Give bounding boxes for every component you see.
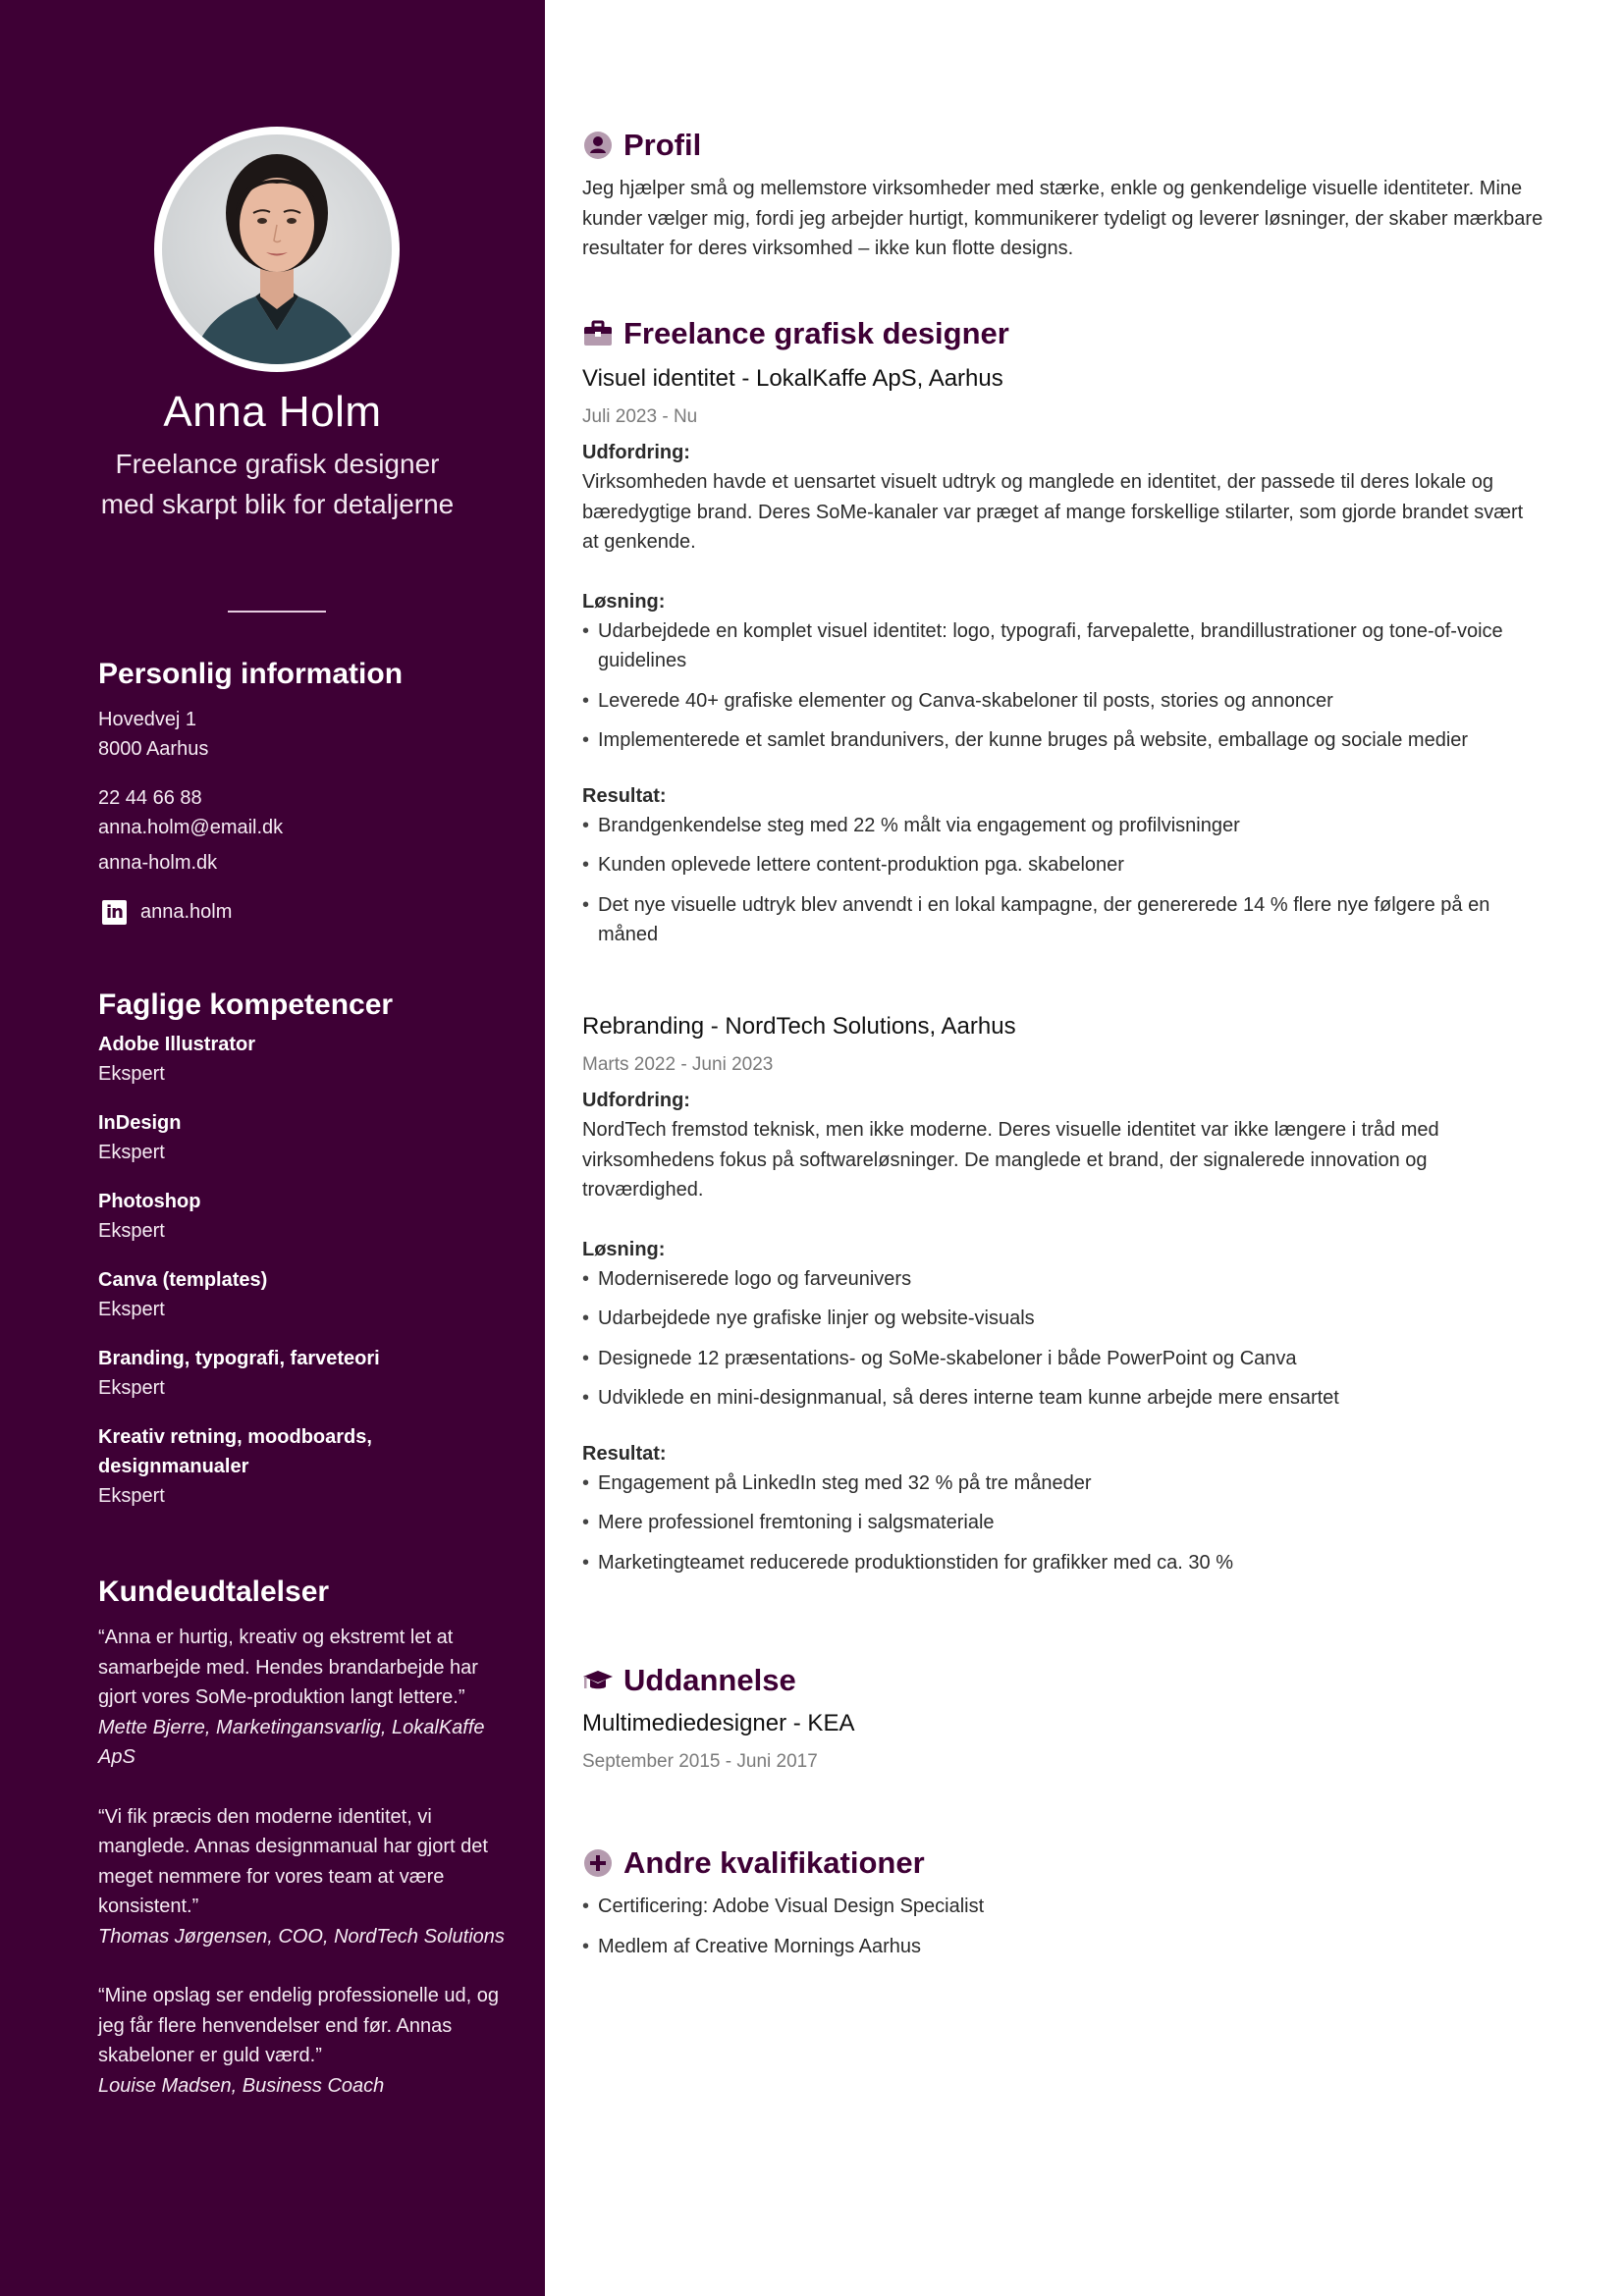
result-label: Resultat: — [582, 1442, 667, 1465]
list-item: • Moderniserede logo og farveunivers — [582, 1264, 1544, 1295]
linkedin-handle: anna.holm — [140, 901, 233, 923]
result-list — [582, 811, 1544, 950]
education-date: September 2015 - Juni 2017 — [582, 1751, 818, 1772]
solution-label: Løsning: — [582, 590, 666, 613]
challenge-text: Virksomheden havde et uensartet visuelt udtryk og manglede en identitet, der passede til deres lokale og bæredygtige brand. Deres SoMe-kanaler var præget af mange forskellige stilarter, som gjorde brandet svært at genkende. — [582, 471, 1524, 553]
portrait-illustration — [162, 134, 392, 364]
education-entry — [582, 1710, 1544, 1773]
list-item: • Implementerede et samlet brandunivers, der kunne bruges på website, emballage og sociale medier — [582, 725, 1544, 756]
list-item: • Kunden oplevede lettere content-produktion pga. skabeloner — [582, 850, 1544, 881]
testimonials-section — [98, 1575, 520, 2130]
skill-item — [98, 1030, 520, 1089]
project-title: Visuel identitet - LokalKaffe ApS, Aarhus — [582, 365, 1003, 392]
list-item: • Udarbejdede en komplet visuel identitet: logo, typografi, farvepalette, brandillustrationer og tone-of-voice guidelines — [582, 616, 1544, 676]
other-qualifications-list — [582, 1892, 1544, 1971]
personal-info-section — [98, 658, 520, 927]
phone-number[interactable]: 22 44 66 88 — [98, 787, 202, 809]
skill-name: Branding, typografi, farveteori — [98, 1348, 380, 1369]
result-list — [582, 1468, 1544, 1578]
skill-level: Ekspert — [98, 1485, 165, 1507]
skill-name: Photoshop — [98, 1191, 201, 1212]
address-line-1: Hovedvej 1 — [98, 709, 197, 730]
candidate-tagline: Freelance grafisk designer med skarpt blik for detaljerne — [100, 449, 455, 519]
challenge-label: Udfordring: — [582, 442, 690, 463]
list-item: • Medlem af Creative Mornings Aarhus — [582, 1932, 1544, 1962]
profile-section-header — [582, 128, 701, 163]
list-item: • Certificering: Adobe Visual Design Specialist — [582, 1892, 1544, 1922]
skill-item — [98, 1265, 520, 1324]
skill-name: InDesign — [98, 1112, 182, 1134]
sidebar-divider — [228, 611, 326, 613]
testimonial-author: Mette Bjerre, Marketingansvarlig, LokalKaffe ApS — [98, 1716, 485, 1768]
skill-level: Ekspert — [98, 1220, 165, 1242]
personal-info-heading: Personlig information — [98, 658, 404, 690]
skill-level: Ekspert — [98, 1142, 165, 1163]
testimonial-quote: “Anna er hurtig, kreativ og ekstremt let at samarbejde med. Hendes brandarbejde har gjort vores SoMe-produktion langt lettere.” — [98, 1627, 478, 1708]
education-section-header — [582, 1663, 796, 1698]
skills-section — [98, 988, 520, 1530]
result-label: Resultat: — [582, 784, 667, 807]
sidebar — [0, 0, 545, 2296]
solution-list — [582, 1264, 1544, 1414]
graduation-cap-icon — [582, 1665, 614, 1696]
profile-section-title: Profil — [623, 128, 702, 162]
list-item: • Brandgenkendelse steg med 22 % målt via engagement og profilvisninger — [582, 811, 1544, 841]
testimonial-quote: “Mine opslag ser endelig professionelle ud, og jeg får flere henvendelser end før. Annas skabeloner er guld værd.” — [98, 1985, 500, 2066]
project-title: Rebranding - NordTech Solutions, Aarhus — [582, 1013, 1016, 1040]
skill-name: Canva (templates) — [98, 1269, 268, 1291]
testimonial — [98, 1802, 520, 1952]
list-item: • Leverede 40+ grafiske elementer og Canva-skabeloner til posts, stories og annoncer — [582, 686, 1544, 717]
other-section-header — [582, 1845, 925, 1881]
list-item: • Udarbejdede nye grafiske linjer og website-visuals — [582, 1304, 1544, 1334]
challenge-label: Udfordring: — [582, 1090, 690, 1111]
testimonial-quote: “Vi fik præcis den moderne identitet, vi manglede. Annas designmanual har gjort det meget nemmere for vores team at være konsistent.” — [98, 1805, 488, 1917]
solution-label: Løsning: — [582, 1238, 666, 1260]
skill-level: Ekspert — [98, 1063, 165, 1085]
skill-item — [98, 1187, 520, 1246]
project-date: Juli 2023 - Nu — [582, 406, 698, 427]
user-circle-icon — [582, 130, 614, 161]
list-item: • Marketingteamet reducerede produktionstiden for grafikker med ca. 30 % — [582, 1548, 1544, 1578]
testimonial-author: Thomas Jørgensen, COO, NordTech Solutions — [98, 1925, 505, 1948]
project-entry — [582, 1013, 1544, 1587]
education-section-title: Uddannelse — [623, 1663, 796, 1697]
project-entry — [582, 365, 1544, 960]
list-item: • Udviklede en mini-designmanual, så deres interne team kunne arbejde mere ensartet — [582, 1383, 1544, 1414]
skill-level: Ekspert — [98, 1377, 165, 1399]
profile-photo-frame — [154, 127, 400, 372]
skill-item — [98, 1422, 520, 1511]
solution-list — [582, 616, 1544, 756]
plus-circle-icon — [582, 1847, 614, 1879]
skill-item — [98, 1344, 520, 1403]
challenge-text: NordTech fremstod teknisk, men ikke moderne. Deres visuelle identitet var ikke længere i tråd med virksomhedens fokus på softwareløsninger. De manglede et brand, der signalerede innovation og troværdighed. — [582, 1119, 1439, 1201]
profile-summary: Jeg hjælper små og mellemstore virksomheder med stærke, enkle og genkendelige visuelle identiteter. Mine kunder vælger mig, fordi jeg arbejder hurtigt, kommunikerer tydeligt og leverer løsninger, der skaber mærkbare resultater for deres virksomhed – ikke kun flotte designs. — [582, 178, 1543, 259]
other-section-title: Andre kvalifikationer — [623, 1845, 925, 1880]
testimonial — [98, 1623, 520, 1773]
degree-title: Multimediedesigner - KEA — [582, 1710, 855, 1736]
candidate-name: Anna Holm — [163, 388, 382, 436]
project-date: Marts 2022 - Juni 2023 — [582, 1054, 774, 1075]
list-item: • Designede 12 præsentations- og SoMe-skabeloner i både PowerPoint og Canva — [582, 1344, 1544, 1374]
list-item: • Mere professionel fremtoning i salgsmateriale — [582, 1508, 1544, 1538]
skill-name: Kreativ retning, moodboards, designmanualer — [98, 1426, 372, 1477]
linkedin-link[interactable] — [98, 897, 520, 927]
address-line-2: 8000 Aarhus — [98, 738, 209, 760]
briefcase-icon — [582, 318, 614, 349]
skill-level: Ekspert — [98, 1299, 165, 1320]
experience-section-header — [582, 316, 1009, 351]
skill-item — [98, 1108, 520, 1167]
skill-name: Adobe Illustrator — [98, 1034, 256, 1055]
testimonial — [98, 1981, 520, 2101]
testimonials-heading: Kundeudtalelser — [98, 1575, 330, 1608]
testimonial-author: Louise Madsen, Business Coach — [98, 2074, 385, 2097]
profile-photo — [162, 134, 392, 364]
linkedin-icon: in — [102, 900, 127, 925]
website-link[interactable]: anna-holm.dk — [98, 852, 218, 874]
experience-section-title: Freelance grafisk designer — [623, 316, 1009, 350]
email-link[interactable]: anna.holm@email.dk — [98, 817, 284, 838]
skills-heading: Faglige kompetencer — [98, 988, 394, 1021]
list-item: • Det nye visuelle udtryk blev anvendt i en lokal kampagne, der genererede 14 % flere nye følgere på en måned — [582, 890, 1544, 950]
list-item: • Engagement på LinkedIn steg med 32 % på tre måneder — [582, 1468, 1544, 1499]
